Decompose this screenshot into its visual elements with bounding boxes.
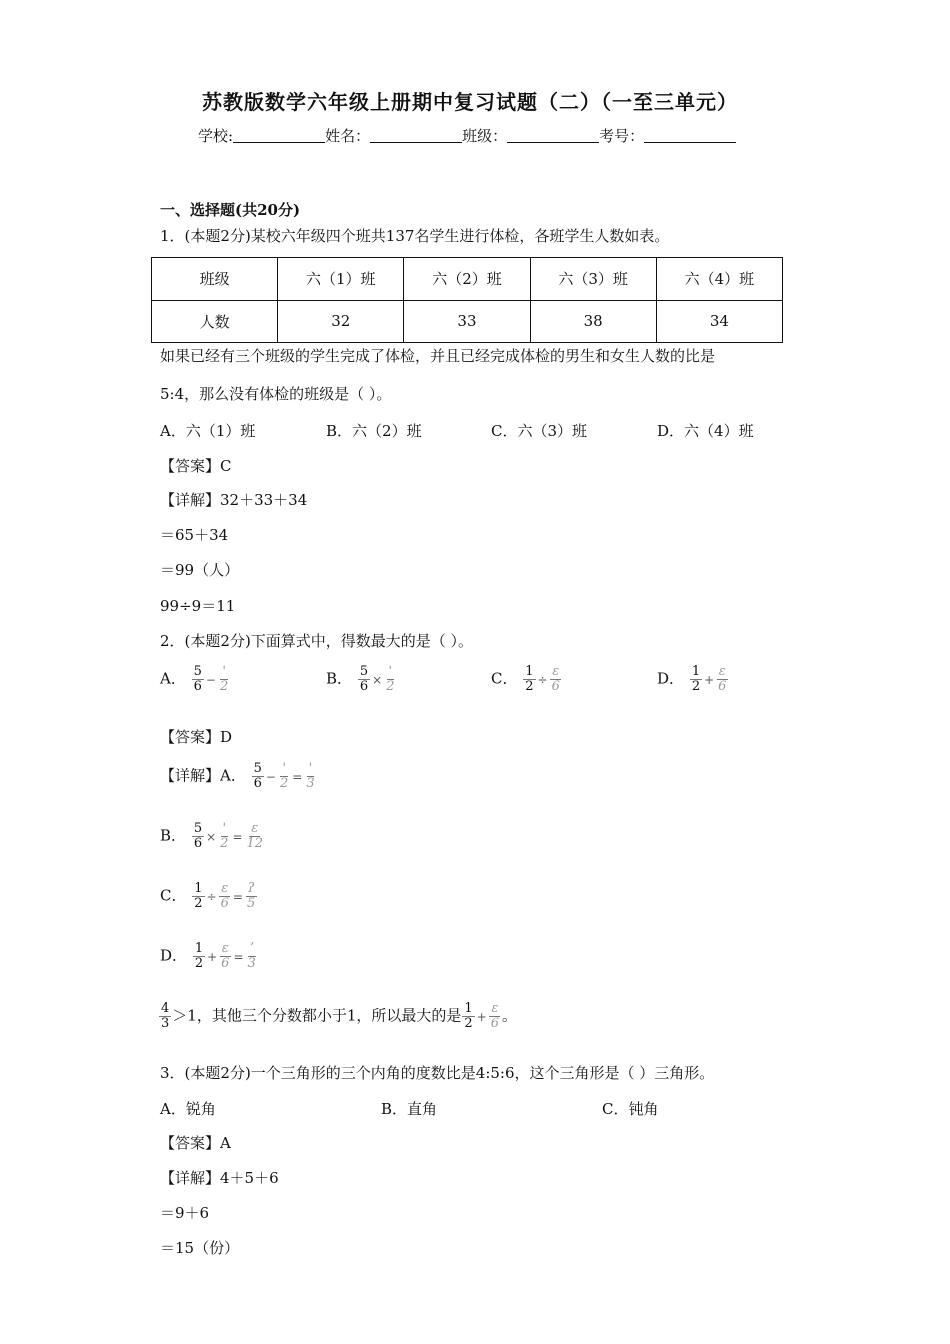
q2-option-c[interactable] — [491, 665, 563, 694]
table-cell: 六（2）班 — [404, 258, 530, 301]
fraction: $\frac{\varepsilon}{6}$ — [490, 1001, 499, 1031]
q1-text-line1: 如果已经有三个班级的学生完成了体检，并且已经完成体检的男生和女生人数的比是 — [160, 347, 716, 365]
fraction: $\frac{1}{2}$ — [525, 664, 534, 694]
fraction: $\frac{'}{2}$ — [219, 664, 229, 694]
table-cell: 六（3）班 — [530, 258, 656, 301]
operator: ÷ — [206, 889, 217, 904]
fraction: $\frac{1}{2}$ — [194, 881, 203, 911]
q2-option-b[interactable] — [326, 665, 397, 694]
option-label: C． — [491, 669, 518, 688]
fraction: $\frac{1}{2}$ — [194, 941, 204, 971]
fraction: $\frac{\text{ʔ}}{5}$ — [246, 881, 256, 911]
detail-label: B． — [160, 826, 187, 845]
detail-label: 【详解】A． — [160, 766, 246, 785]
table-cell: 38 — [530, 300, 656, 343]
school-blank[interactable] — [233, 128, 325, 143]
q1-option-d[interactable]: D．六（4）班 — [657, 422, 754, 440]
fraction: $\frac{'}{2}$ — [279, 761, 289, 791]
q1-detail-line: ＝99（人） — [160, 561, 240, 579]
q2-detail-b — [160, 822, 266, 851]
q3-detail-line: ＝15（份） — [160, 1239, 240, 1257]
q1-answer: 【答案】C — [160, 457, 232, 475]
page-title: 苏教版数学六年级上册期中复习试题（二）（一至三单元） — [202, 90, 738, 114]
operator: × — [206, 829, 217, 844]
fraction: $\frac{'}{2}$ — [220, 821, 229, 851]
q1-detail-line: 【详解】32＋33＋34 — [160, 491, 308, 509]
q3-detail-line: ＝9＋6 — [160, 1204, 210, 1222]
q3-option-a[interactable]: A．锐角 — [160, 1100, 216, 1118]
fraction: $\frac{'}{3}$ — [306, 761, 315, 791]
fraction: $\frac{\text{ʼ}}{3}$ — [247, 941, 256, 971]
q2-option-d[interactable] — [657, 665, 729, 694]
student-info-line — [198, 125, 736, 146]
table-cell: 班级 — [152, 258, 278, 301]
q2-detail-c — [160, 882, 258, 911]
fraction: $\frac{5}{6}$ — [193, 821, 203, 851]
fraction: $\frac{\varepsilon}{6}$ — [551, 664, 560, 694]
table-cell: 34 — [656, 300, 782, 343]
exam-no-label: 考号： — [599, 127, 645, 145]
table-cell: 33 — [404, 300, 530, 343]
fraction: $\frac{5}{6}$ — [193, 664, 202, 694]
q2-detail-a — [160, 762, 318, 791]
operator: ÷ — [537, 672, 548, 687]
q1-option-c[interactable]: C．六（3）班 — [491, 422, 588, 440]
fraction: $\frac{\varepsilon}{12}$ — [246, 821, 264, 851]
table-cell: 人数 — [152, 300, 278, 343]
fraction: $\frac{5}{6}$ — [359, 664, 369, 694]
school-label: 学校: — [198, 127, 234, 145]
fraction: $\frac{1}{2}$ — [691, 664, 701, 694]
q1-option-a[interactable]: A．六（1）班 — [160, 422, 256, 440]
fraction: $\frac{5}{6}$ — [253, 761, 262, 791]
detail-label: C． — [160, 886, 187, 905]
fraction: $\frac{'}{2}$ — [386, 664, 395, 694]
option-label: B． — [326, 669, 353, 688]
table-row — [152, 258, 783, 301]
name-blank[interactable] — [370, 128, 462, 143]
detail-label: D． — [160, 946, 188, 965]
q2-detail-d — [160, 942, 259, 971]
table-cell: 六（4）班 — [656, 258, 782, 301]
equals-sign: = — [292, 769, 303, 784]
q1-option-b[interactable]: B．六（2）班 — [326, 422, 422, 440]
equals-sign: = — [232, 889, 243, 904]
operator: × — [372, 672, 383, 687]
q1-text-line2: 5:4，那么没有体检的班级是（ ）。 — [160, 385, 392, 403]
conclusion-text: ＞1，其他三个分数都小于1，所以最大的是 — [172, 1006, 462, 1025]
operator: + — [704, 672, 715, 687]
q3-answer: 【答案】A — [160, 1134, 231, 1152]
operator: − — [265, 769, 276, 784]
q1-detail-line: 99÷9＝11 — [160, 597, 236, 615]
table-cell: 六（1）班 — [278, 258, 404, 301]
operator: + — [207, 949, 218, 964]
fraction: $\frac{\varepsilon}{6}$ — [718, 664, 727, 694]
conclusion-end: 。 — [502, 1006, 518, 1025]
fraction: $\frac{4}{3}$ — [161, 1001, 170, 1031]
option-label: A． — [160, 669, 186, 688]
q1-detail-line: ＝65＋34 — [160, 526, 229, 544]
fraction: $\frac{\varepsilon}{6}$ — [220, 881, 229, 911]
section-heading: 一、选择题(共20分) — [160, 201, 301, 219]
q3-detail-line: 【详解】4＋5＋6 — [160, 1169, 279, 1187]
name-label: 姓名： — [325, 127, 371, 145]
table-cell: 32 — [278, 300, 404, 343]
operator: − — [205, 672, 216, 687]
table-row — [152, 300, 783, 343]
q3-option-c[interactable]: C．钝角 — [602, 1100, 659, 1118]
fraction: $\frac{1}{2}$ — [464, 1001, 473, 1031]
q2-stem: 2．(本题2分)下面算式中，得数最大的是（ ）。 — [160, 632, 474, 650]
fraction: $\frac{\varepsilon}{6}$ — [221, 941, 230, 971]
q3-option-b[interactable]: B．直角 — [381, 1100, 438, 1118]
q2-conclusion — [158, 1002, 517, 1031]
class-label: 班级： — [462, 127, 508, 145]
option-label: D． — [657, 669, 685, 688]
q3-stem: 3．(本题2分)一个三角形的三个内角的度数比是4:5:6，这个三角形是（ ）三角形。 — [160, 1064, 715, 1082]
class-blank[interactable] — [507, 128, 599, 143]
operator: + — [476, 1009, 487, 1024]
exam-no-blank[interactable] — [644, 128, 736, 143]
class-count-table — [151, 257, 783, 343]
q2-option-a[interactable] — [160, 665, 231, 694]
q2-answer: 【答案】D — [160, 728, 233, 746]
equals-sign: = — [232, 829, 243, 844]
q1-stem: 1．(本题2分)某校六年级四个班共137名学生进行体检，各班学生人数如表。 — [160, 227, 670, 245]
equals-sign: = — [233, 949, 244, 964]
